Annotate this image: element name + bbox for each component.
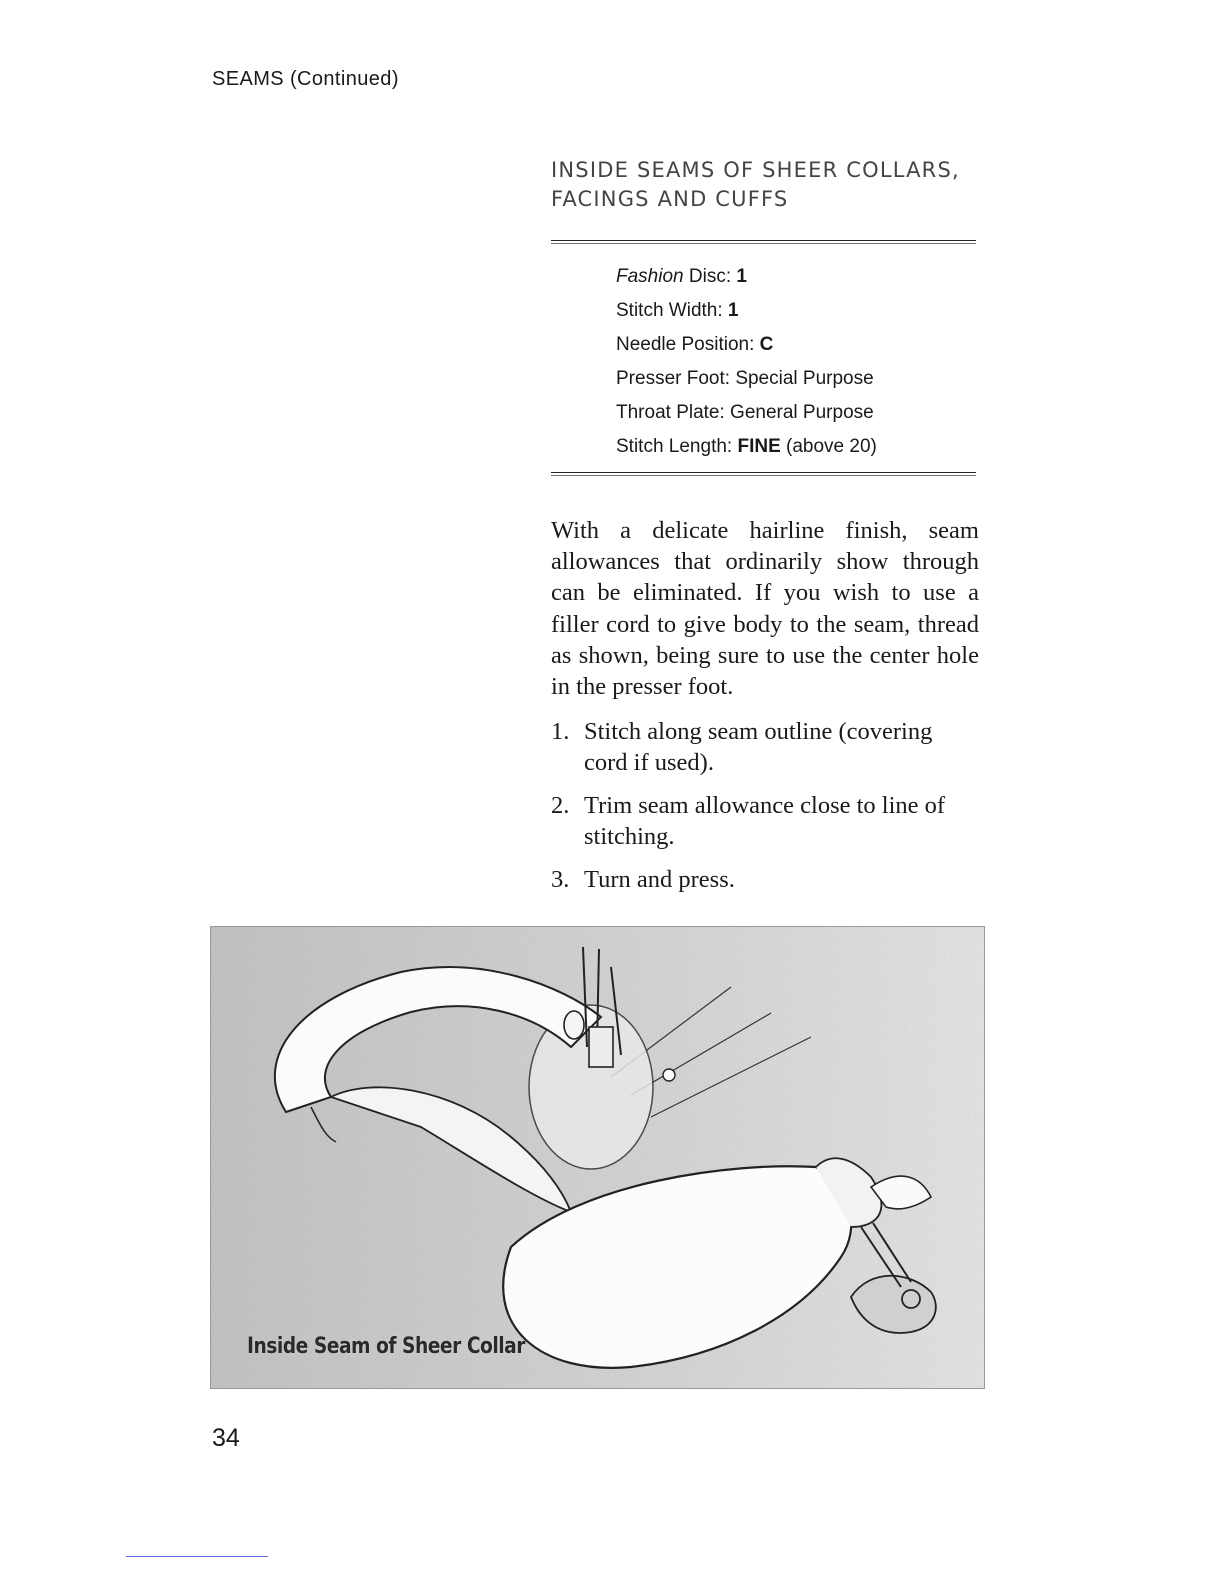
step-item: 2. Trim seam allowance close to line of stitching.	[551, 792, 946, 850]
running-head: SEAMS (Continued)	[212, 68, 399, 90]
setting-throat-plate: Throat Plate: General Purpose	[616, 402, 874, 423]
sewing-collar-illustration	[211, 927, 984, 1388]
section-title-line-2: FACINGS AND CUFFS	[551, 187, 789, 211]
setting-presser-foot: Presser Foot: Special Purpose	[616, 368, 874, 389]
section-title	[551, 156, 991, 214]
section-title-line-1: INSIDE SEAMS OF SHEER COLLARS,	[551, 158, 960, 182]
thumb-screw	[564, 1011, 584, 1039]
setting-stitch-length: Stitch Length: FINE (above 20)	[616, 436, 877, 457]
setting-stitch-width: Stitch Width: 1	[616, 300, 739, 321]
step-item: 1. Stitch along seam outline (covering cord if used).	[551, 718, 933, 776]
bottom-rule	[126, 1556, 268, 1557]
body-paragraph: With a delicate hairline finish, seam allowances that ordinarily show through can be eliminated. If you wish to use a filler cord to give body to the seam, thread as shown, being sure to use the center hole in the presser foot.	[551, 517, 979, 701]
illustration	[210, 926, 985, 1389]
presser-foot	[589, 1027, 613, 1067]
settings-top-rule	[551, 240, 976, 244]
machine-settings	[616, 263, 877, 467]
setting-disc: Fashion Disc: 1	[616, 266, 747, 287]
figure-caption: Inside Seam of Sheer Collar	[247, 1334, 525, 1359]
settings-bottom-rule	[551, 472, 976, 476]
setting-needle-position: Needle Position: C	[616, 334, 774, 355]
steps-list	[551, 716, 979, 907]
feed-hole	[663, 1069, 675, 1081]
page-number: 34	[212, 1424, 240, 1452]
step-item: 3. Turn and press.	[551, 866, 735, 893]
